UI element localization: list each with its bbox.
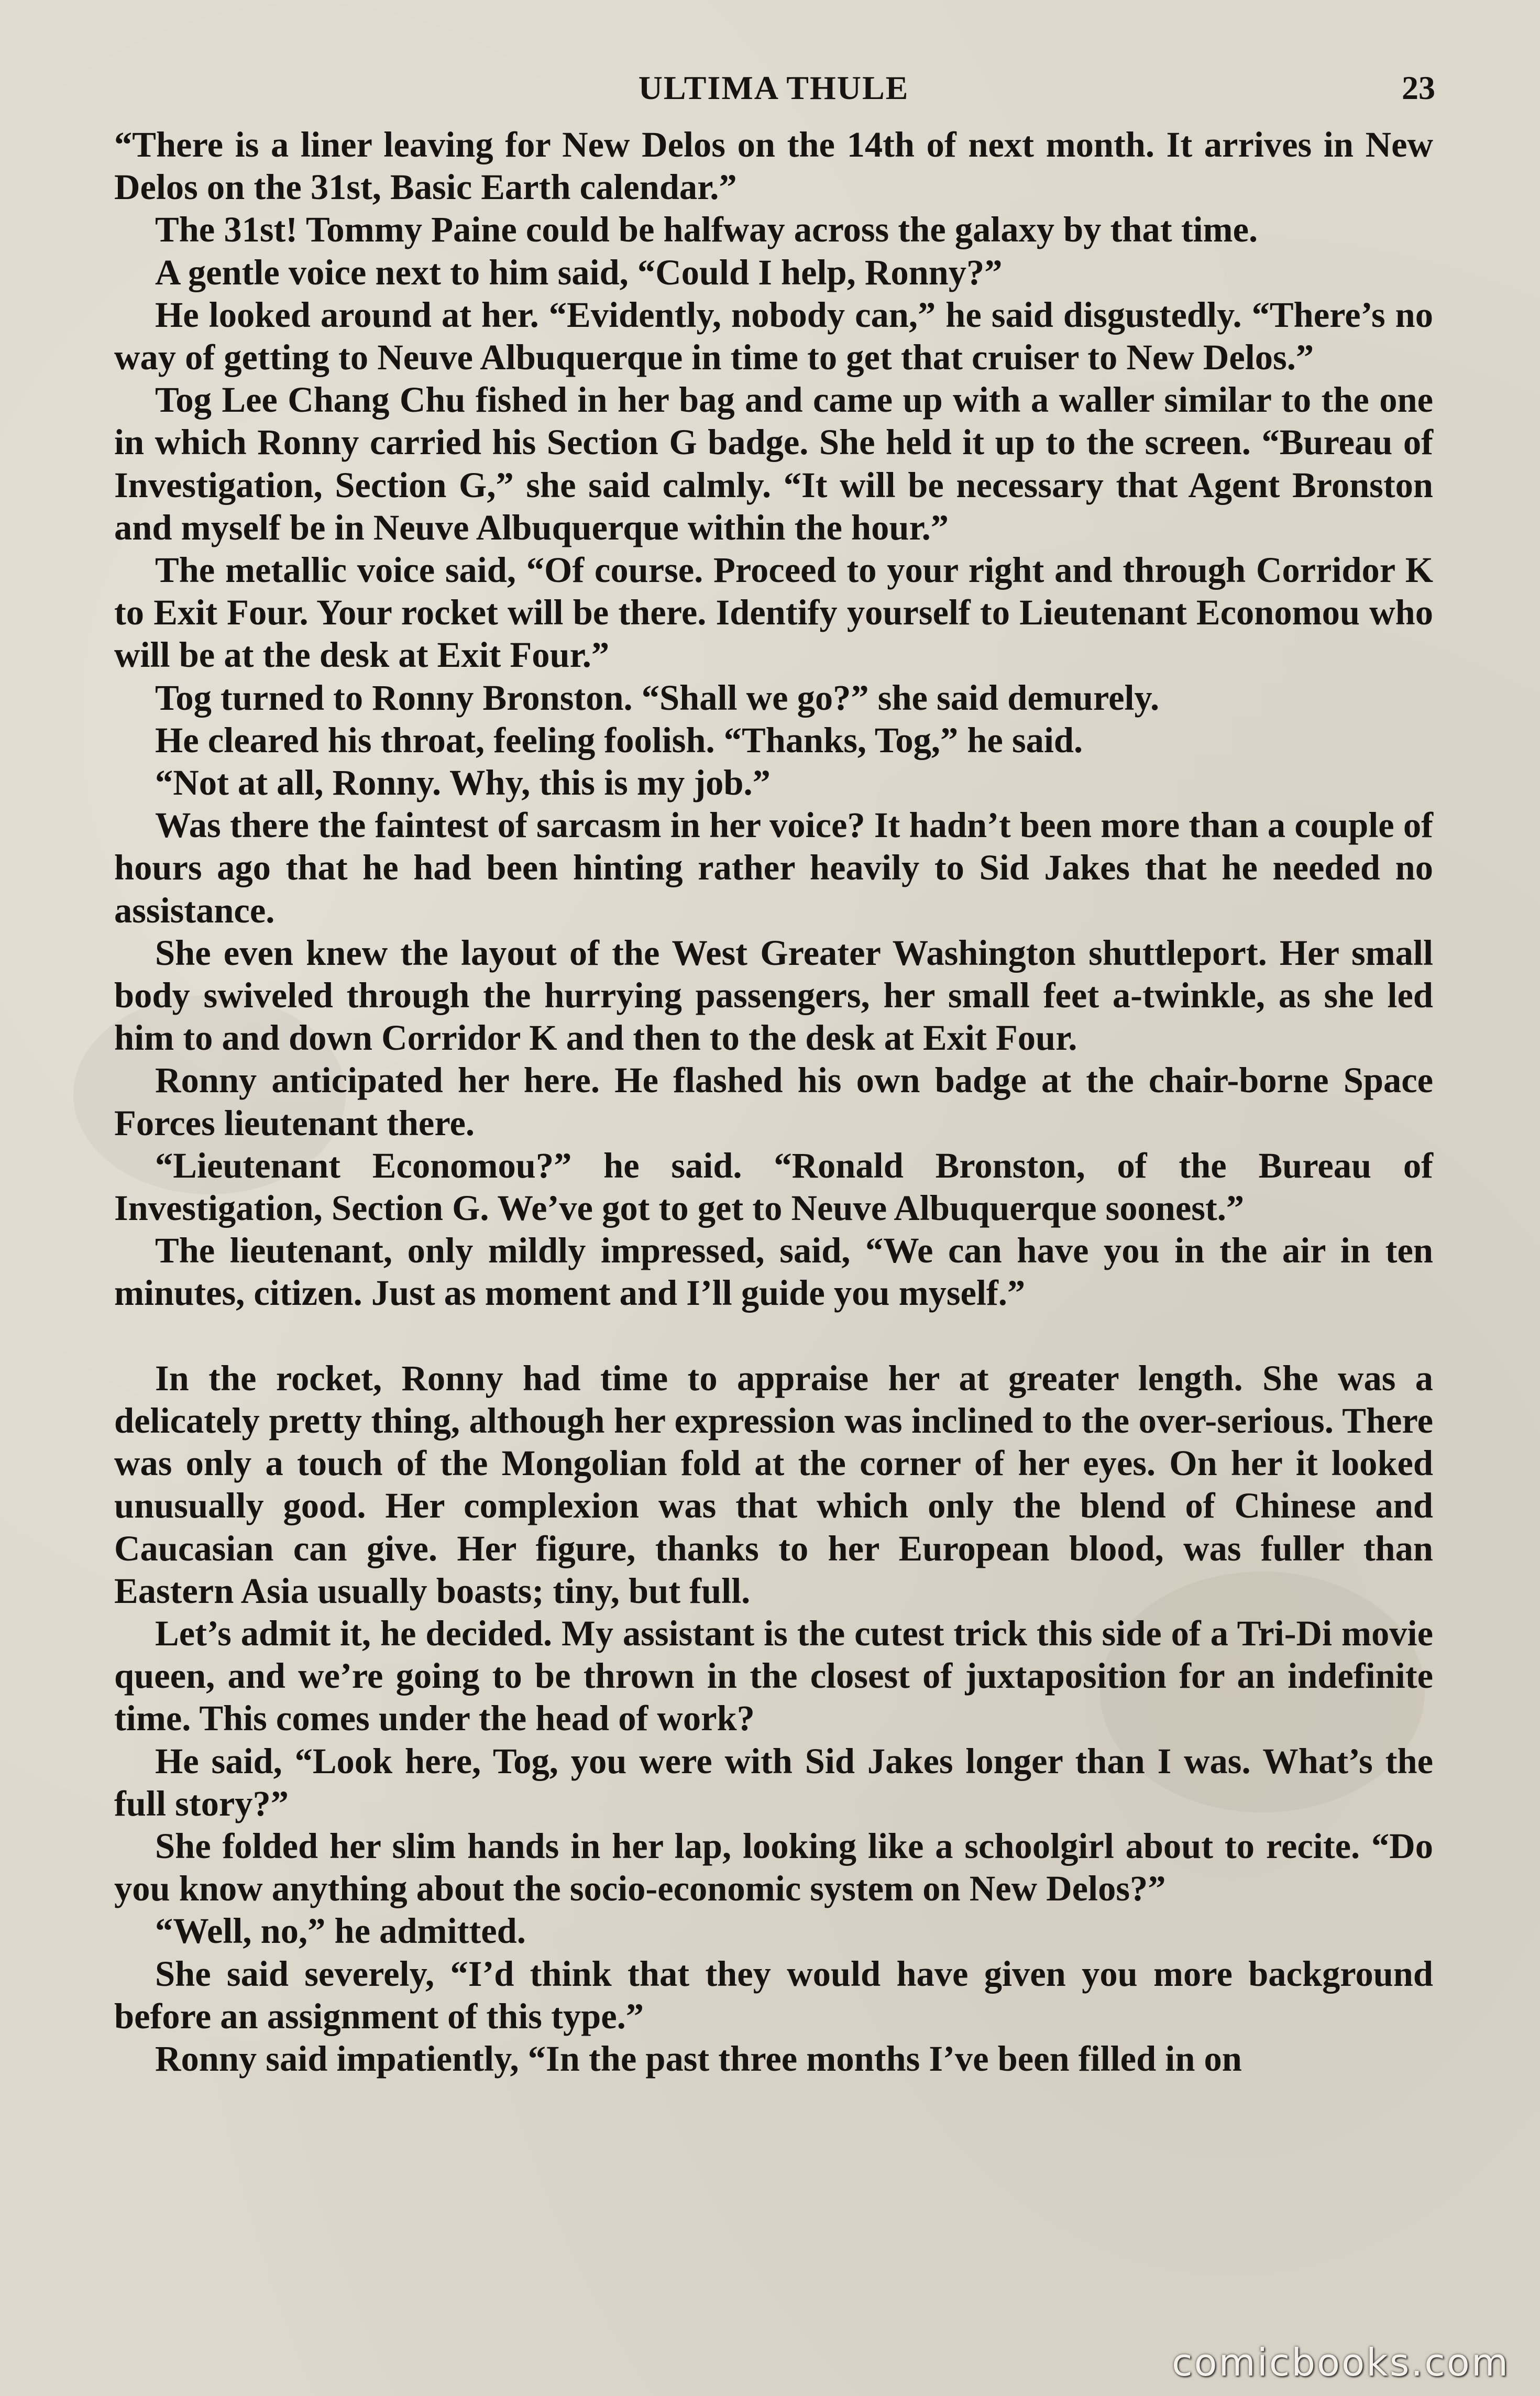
page-number: 23 xyxy=(1402,69,1435,106)
paragraph: She folded her slim hands in her lap, looking like a schoolgirl about to recite. “Do you know anything about the socio-economic system on New Delos?” xyxy=(114,1826,1433,1909)
paragraph: He cleared his throat, feeling foolish. “Thanks, Tog,” he said. xyxy=(155,720,1083,760)
paragraph: “There is a liner leaving for New Delos on the 14th of next month. It arrives in New Delos on the 31st, Basic Earth calendar.” xyxy=(114,125,1433,207)
body-text xyxy=(114,124,1433,2080)
paragraph: A gentle voice next to him said, “Could I help, Ronny?” xyxy=(155,252,1003,292)
section-break xyxy=(114,1315,1433,1357)
book-page xyxy=(114,62,1433,2314)
paragraph: Let’s admit it, he decided. My assistant is the cutest trick this side of a Tri-Di movie queen, and we’re going to be thrown in the closest of juxtaposition for an indefinite time. This comes under the head of work? xyxy=(114,1613,1433,1739)
watermark: comicbooks.com xyxy=(1171,2340,1510,2384)
paragraph: Tog Lee Chang Chu fished in her bag and came up with a waller similar to the one in which Ronny carried his Section G badge. She held it up to the screen. “Bureau of Investigation, Section G,” she said calmly. “It will be necessary that Agent Bronston and myself be in Neuve Albuquerque within the hour.” xyxy=(114,380,1433,547)
page-header xyxy=(114,62,1433,114)
paragraph: The metallic voice said, “Of course. Proceed to your right and through Corridor K to Exit Four. Your rocket will be there. Identify yourself to Lieutenant Economou who will be at the desk at Exit Four.” xyxy=(114,550,1433,675)
paragraph: He looked around at her. “Evidently, nobody can,” he said disgustedly. “There’s no way of getting to Neuve Albuquerque in time to get that cruiser to New Delos.” xyxy=(114,294,1433,378)
paragraph: Ronny said impatiently, “In the past three months I’ve been filled in on xyxy=(155,2038,1242,2079)
paragraph: She said severely, “I’d think that they would have given you more background before an assignment of this type.” xyxy=(114,1953,1433,2036)
paragraph: Was there the faintest of sarcasm in her voice? It hadn’t been more than a couple of hours ago that he had been hinting rather heavily to Sid Jakes that he needed no assistance. xyxy=(114,805,1433,930)
paragraph: Ronny anticipated her here. He flashed his own badge at the chair-borne Space Forces lieutenant there. xyxy=(114,1060,1433,1143)
paragraph: “Well, no,” he admitted. xyxy=(155,1911,526,1951)
running-title: ULTIMA THULE xyxy=(638,69,909,106)
paragraph: She even knew the layout of the West Greater Washington shuttleport. Her small body swiveled through the hurrying passengers, her small feet a-twinkle, as she led him to and down Corridor K and then to the desk at Exit Four. xyxy=(114,932,1433,1058)
paragraph: The 31st! Tommy Paine could be halfway across the galaxy by that time. xyxy=(155,210,1258,250)
paragraph: He said, “Look here, Tog, you were with Sid Jakes longer than I was. What’s the full story?” xyxy=(114,1741,1433,1823)
paragraph: Tog turned to Ronny Bronston. “Shall we go?” she said demurely. xyxy=(155,677,1160,718)
paragraph: In the rocket, Ronny had time to appraise her at greater length. She was a delicately pretty thing, although her expression was inclined to the over-serious. There was only a touch of the Mongolian fold at the corner of her eyes. On her it looked unusually good. Her complexion was that which only the blend of Chinese and Caucasian can give. Her figure, thanks to her European blood, was fuller than Eastern Asia usually boasts; tiny, but full. xyxy=(114,1358,1433,1611)
paragraph: “Not at all, Ronny. Why, this is my job.” xyxy=(155,763,771,803)
paragraph: “Lieutenant Economou?” he said. “Ronald Bronston, of the Bureau of Investigation, Section G. We’ve got to get to Neuve Albuquerque soonest.” xyxy=(114,1145,1433,1228)
paragraph: The lieutenant, only mildly impressed, said, “We can have you in the air in ten minutes, citizen. Just as moment and I’ll guide you myself.” xyxy=(114,1230,1433,1313)
